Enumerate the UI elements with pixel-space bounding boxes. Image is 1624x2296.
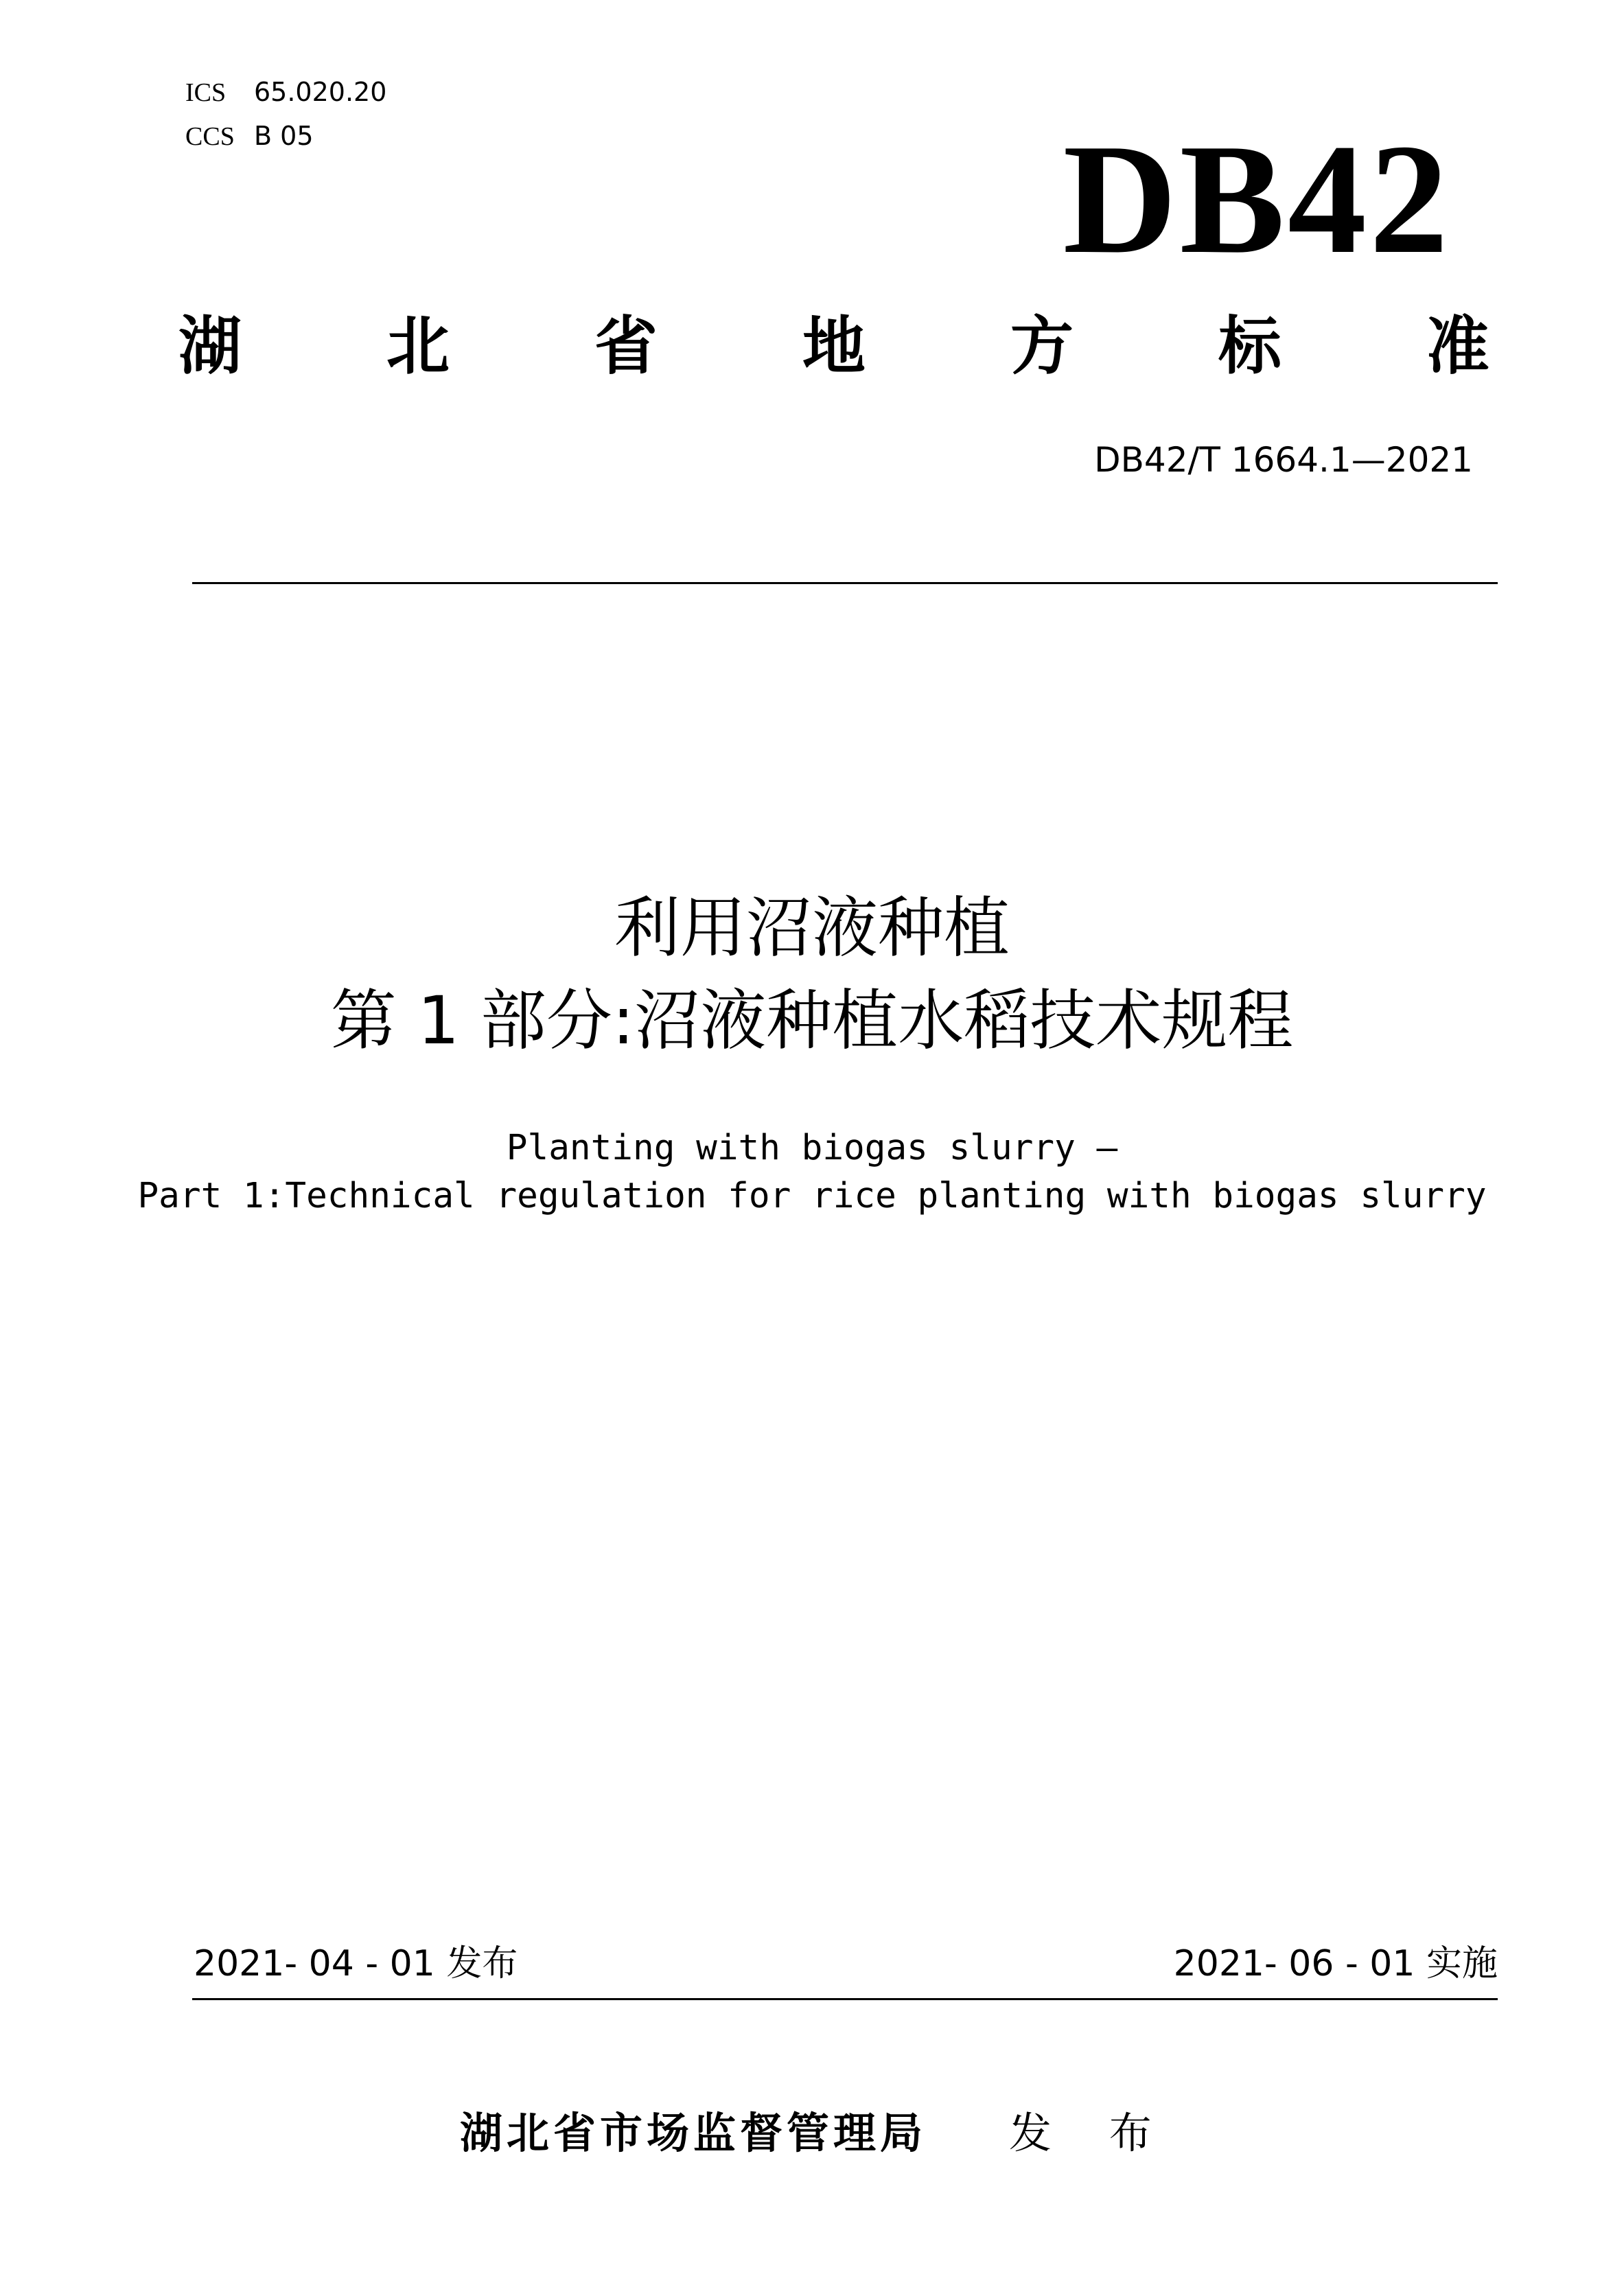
ccs-row [185,121,314,152]
title-en-line1: Planting with biogas slurry — [506,1128,1118,1168]
standard-type-char: 北 [386,310,450,383]
standard-number: DB42/T 1664.1—2021 [1094,440,1473,480]
issuer-action: 发 布 [1009,2108,1174,2158]
ics-code: 65.020.20 [254,77,387,107]
standard-type-char: 标 [1218,310,1281,383]
standard-type-char: 省 [594,310,658,383]
title-cn-line1: 利用沼液种植 [614,890,1010,966]
standard-type-char: 地 [802,310,866,383]
bottom-divider [192,1998,1498,2000]
ccs-code: B 05 [254,121,314,151]
top-divider [192,582,1498,584]
issuer-row [460,2107,1174,2159]
standard-type-char: 湖 [178,310,242,383]
implementation-date: 2021- 06 - 01 实施 [1173,1943,1498,1984]
issue-date: 2021- 04 - 01 发布 [194,1943,518,1984]
issuer-name: 湖北省市场监督管理局 [460,2108,927,2158]
ccs-label: CCS [185,122,235,151]
ics-label: ICS [185,78,227,107]
standard-prefix-logo: DB42 [1063,111,1451,286]
standard-type-heading [178,312,1489,381]
ics-row [185,77,386,108]
title-en-line2: Part 1:Technical regulation for rice planting with biogas slurry [137,1176,1487,1216]
standard-type-char: 准 [1426,310,1489,383]
title-cn-line2: 第 1 部分:沼液种植水稻技术规程 [330,982,1294,1059]
standard-type-char: 方 [1010,310,1074,383]
